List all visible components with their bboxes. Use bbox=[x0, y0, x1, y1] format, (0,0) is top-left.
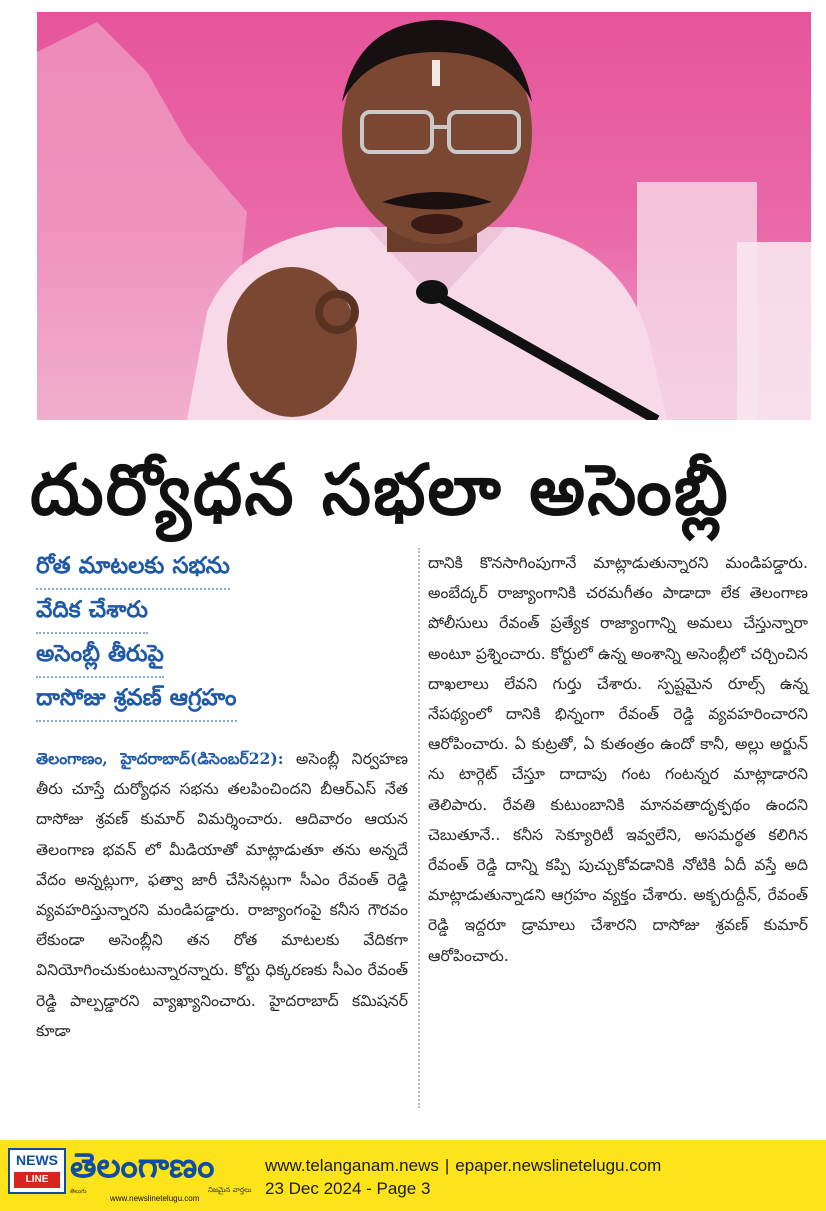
footer-bar bbox=[0, 1140, 826, 1211]
subhead-line bbox=[36, 680, 414, 724]
brand-sub: తెలుగు bbox=[70, 1188, 87, 1195]
subhead-block bbox=[36, 548, 414, 724]
column-divider bbox=[418, 548, 420, 1108]
date-page: 23 Dec 2024 - Page 3 bbox=[265, 1179, 431, 1198]
subhead-line bbox=[36, 548, 414, 592]
logo-site-url: www.newslinetelugu.com bbox=[110, 1194, 200, 1203]
body-text-left: అసెంబ్లీ నిర్వహణ తీరు చూస్తే దుర్యోధన సభను తలపించిందని బీఆర్ఎస్ నేత దాసోజు శ్రవణ్ కుమార్ విమర్శించారు. ఆదివారం ఆయన తెలంగాణ భవన్ లో మీడియాతో మాట్లాడుతూ తను అన్నదే వేదం అన్నట్లుగా, ఫత్వా జారీ చేసినట్లుగా సీఎం రేవంత్ రెడ్డి వ్యవహరిస్తున్నారని మండిపడ్డారు. రాజ్యాంగంపై కనీస గౌరవం లేకుండా అసెంబ్లీని తన రోత మాటలకు వేదికగా వినియోగించుకుంటున్నారన్నారు. కోర్టు ధిక్కరణకు సీఎం రేవంత్ రెడ్డి పాల్పడ్డారని వ్యాఖ్యానించారు. హైదరాబాద్ కమిషనర్ కూడా bbox=[36, 750, 408, 1040]
subhead-line bbox=[36, 636, 414, 680]
headline: దుర్యోధన సభలా అసెంబ్లీ bbox=[30, 449, 730, 531]
speaker-photo-illustration bbox=[37, 12, 811, 420]
subhead-line bbox=[36, 592, 414, 636]
subhead-text: అసెంబ్లీ తీరుపై bbox=[36, 636, 164, 678]
link-separator: | bbox=[444, 1156, 450, 1175]
subhead-text: దాసోజు శ్రవణ్ ఆగ్రహం bbox=[36, 680, 237, 722]
footer-links bbox=[265, 1156, 661, 1176]
subhead-text: వేదిక చేశారు bbox=[36, 592, 148, 634]
article-photo bbox=[37, 12, 811, 420]
logo-news-text: NEWS bbox=[16, 1152, 58, 1168]
newsline-logo bbox=[8, 1148, 66, 1194]
dateline: తెలంగాణం, హైదరాబాద్(డిసెంబర్22): bbox=[36, 749, 284, 768]
brand-tagline: నిజమైన వార్తలు bbox=[208, 1186, 252, 1194]
article-body-left bbox=[36, 744, 408, 1046]
site-link-epaper[interactable]: epaper.newslinetelugu.com bbox=[455, 1156, 662, 1175]
subhead-text: రోత మాటలకు సభను bbox=[36, 548, 230, 590]
logo-line-text: LINE bbox=[14, 1172, 60, 1188]
brand-logo: తెలంగాణం bbox=[70, 1146, 215, 1186]
article-body-right: దానికి కొనసాగింపుగానే మాట్లాడుతున్నారని మండిపడ్డారు. అంబేద్కర్ రాజ్యాంగానికి చరమగీతం పాడాదా లేక తెలంగాణ పోలీసులు రేవంత్ ప్రత్యేక రాజ్యాంగాన్ని అమలు చేస్తున్నారా అంటూ ప్రశ్నించారు. కోర్టులో ఉన్న అంశాన్ని అసెంబ్లీలో చర్చించిన దాఖలాలు లేవని గుర్తు చేశారు. స్పష్టమైన రూల్స్ ఉన్న నేపథ్యంలో దానికి భిన్నంగా రేవంత్ రెడ్డి వ్యవహరించారని ఆరోపించారు. ఏ కుట్రతో, ఏ కుతంత్రం ఉందో కానీ, అల్లు అర్జున్ ను టార్గెట్ చేస్తూ దాదాపు గంట గంటన్నర మాట్లాడారని తెలిపారు. రేవతి కుటుంబానికి మానవతాదృక్పథం ఉందని చెబుతూనే.. కనీస సెక్యూరిటీ ఇవ్వలేని, అసమర్థత కలిగిన రేవంత్ రెడ్డి దాన్ని కప్పి పుచ్చుకోవడానికి నోటికి ఏదీ వస్తే అది మాట్లాడుతున్నాడని ఆగ్రహం వ్యక్తం చేశారు. అక్బరుద్దీన్, రేవంత్ రెడ్డి ఇద్దరూ డ్రామాలు చేశారని దాసోజు శ్రవణ్ కుమార్ ఆరోపించారు. bbox=[428, 554, 808, 965]
site-link-telanganam[interactable]: www.telanganam.news bbox=[265, 1156, 439, 1175]
